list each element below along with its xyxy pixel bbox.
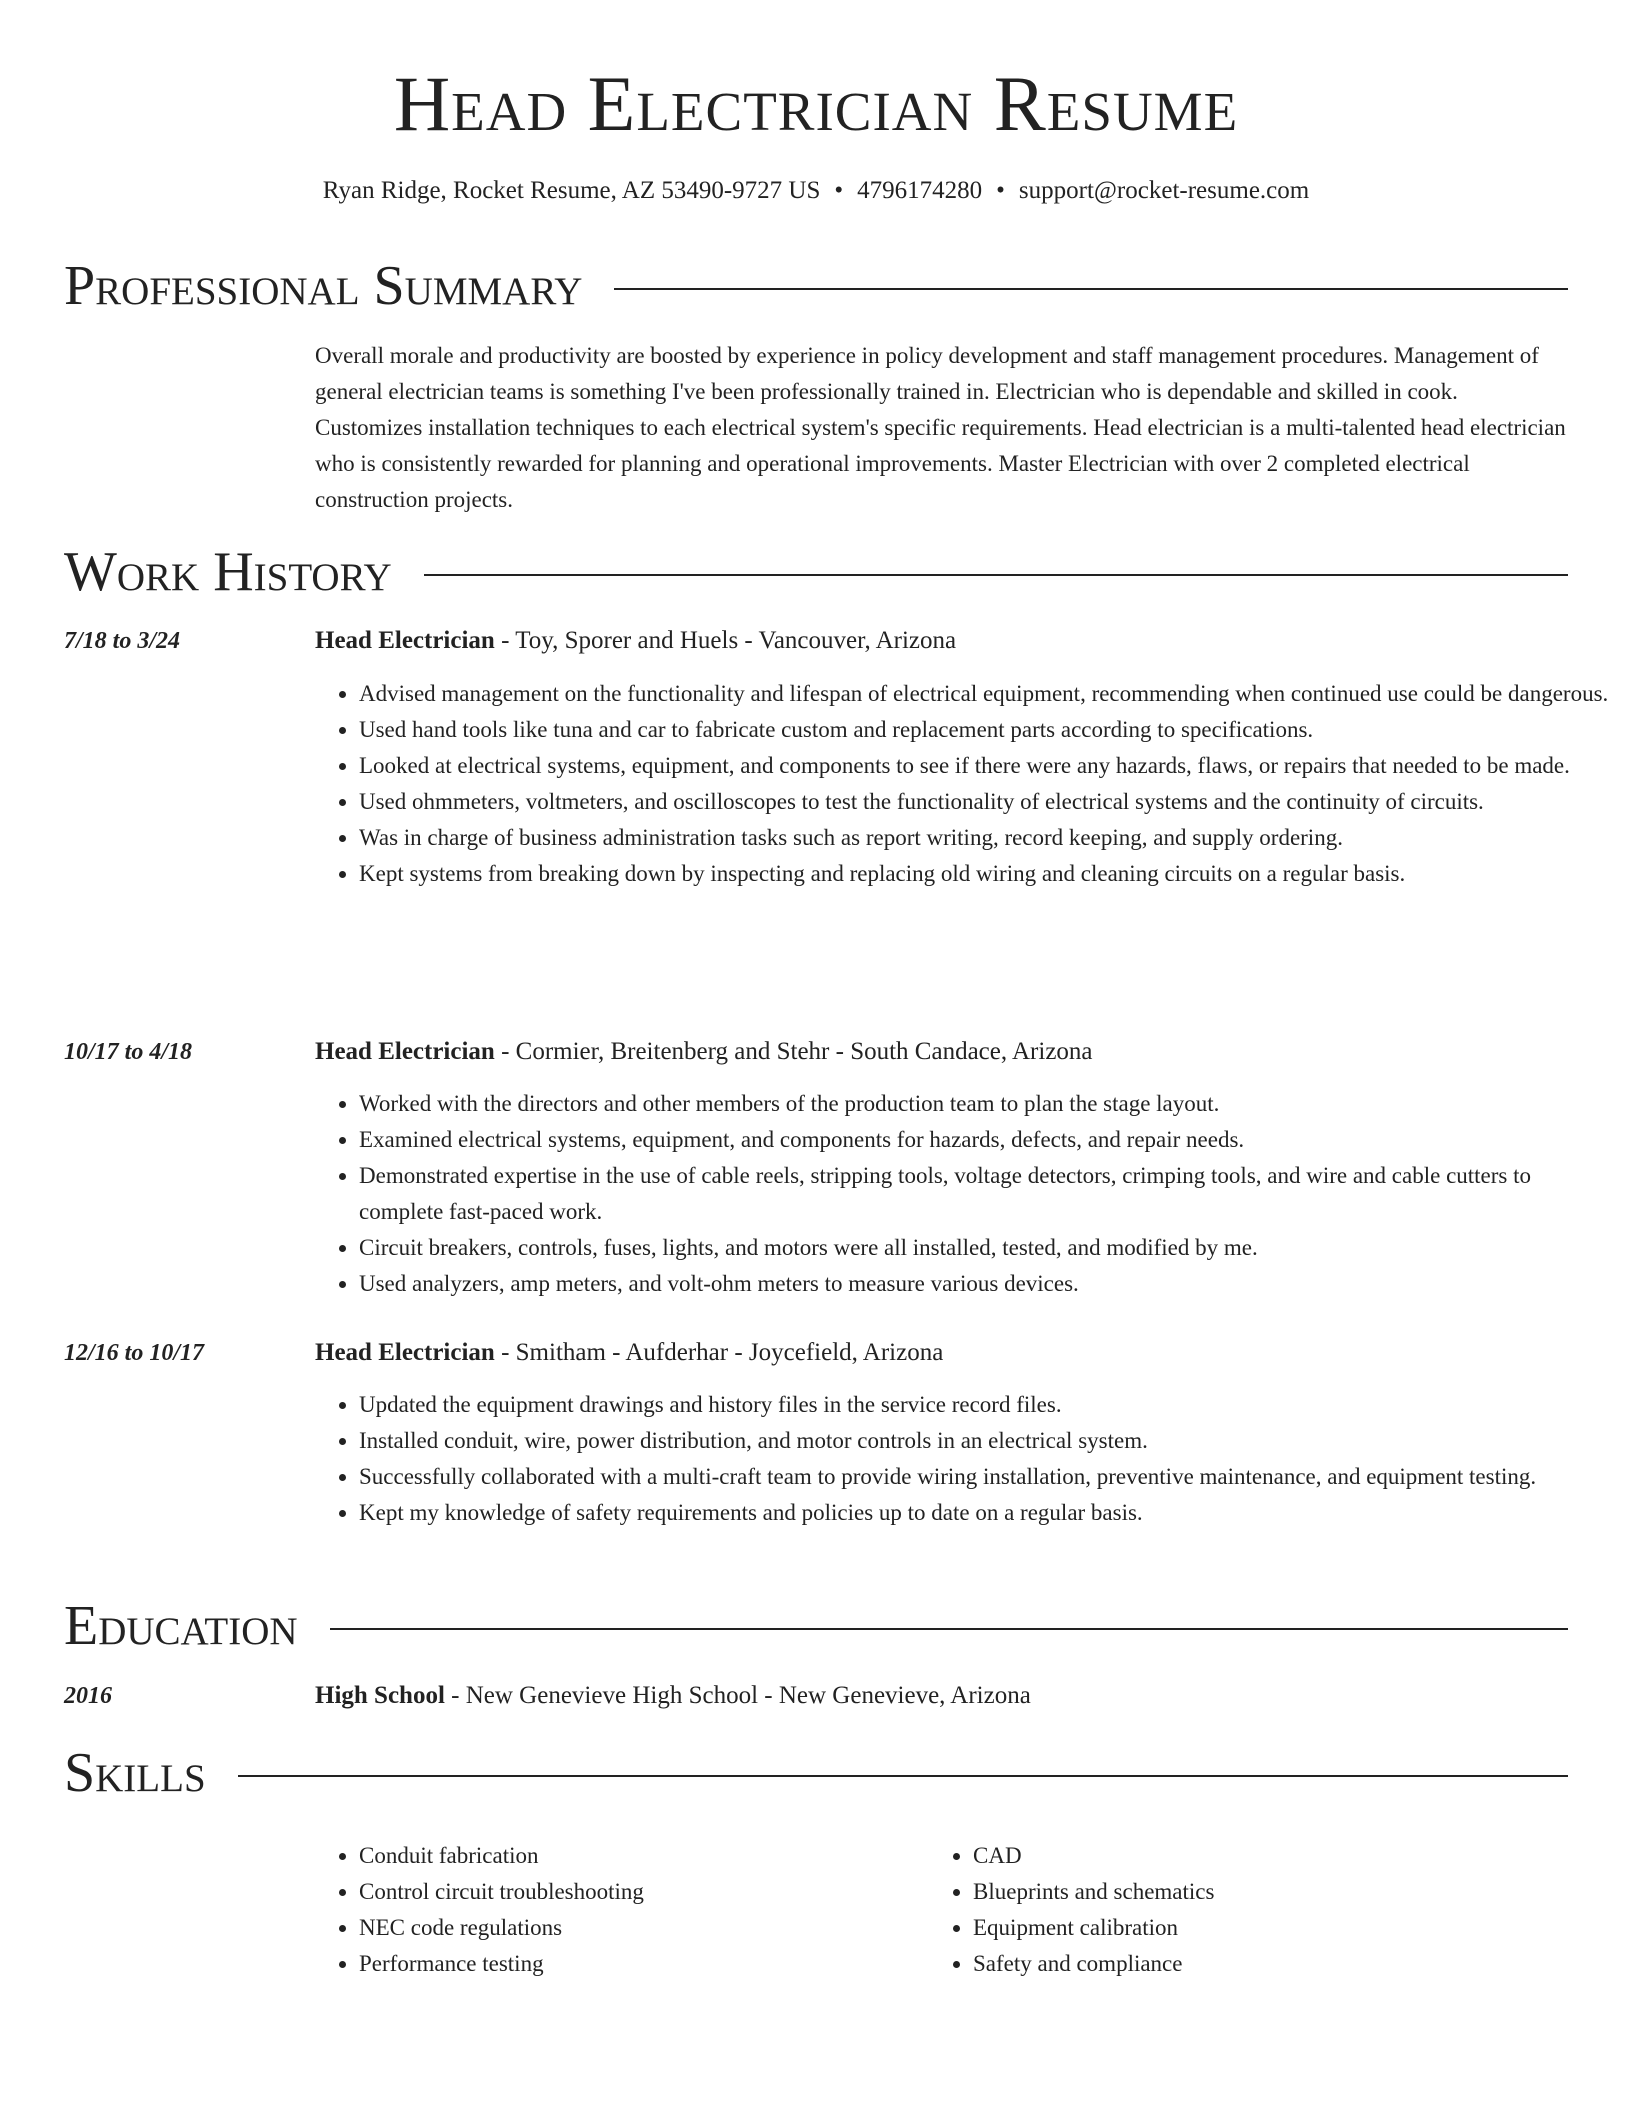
job-dates: 12/16 to 10/17: [64, 1340, 205, 1366]
section-title: Education: [64, 1595, 298, 1657]
skills-column-left: [315, 1838, 644, 1982]
education-details: - New Genevieve High School - New Genevieve, Arizona: [444, 1682, 1031, 1709]
job-dates: 10/17 to 4/18: [64, 1039, 193, 1065]
job-heading: [315, 623, 1570, 659]
job-bullets: [315, 1387, 1614, 1531]
list-item: • Examined electrical systems, equipment, and components for hazards, defects, and repair needs.: [359, 1122, 1614, 1158]
skill-item: • CAD: [973, 1838, 1214, 1874]
skill-item: • Conduit fabrication: [359, 1838, 644, 1874]
education-degree: High School: [315, 1682, 445, 1709]
skills-column-right: [929, 1838, 1214, 1982]
list-item: • Installed conduit, wire, power distribution, and motor controls in an electrical system.: [359, 1423, 1614, 1459]
resume-title: Head Electrician Resume: [393, 60, 1239, 147]
list-item: • Looked at electrical systems, equipment, and components to see if there were any hazards, flaws, or repairs that needed to be made.: [359, 748, 1614, 784]
job-title: Head Electrician: [315, 627, 495, 654]
job-dates: 7/18 to 3/24: [64, 628, 181, 654]
section-title: Work History: [64, 541, 392, 603]
section-divider: [424, 574, 1568, 576]
skill-item: • Control circuit troubleshooting: [359, 1874, 644, 1910]
section-divider: [238, 1775, 1568, 1777]
section-divider: [330, 1628, 1568, 1630]
list-item: • Used ohmmeters, voltmeters, and oscilloscopes to test the functionality of electrical systems and the continuity of circuits.: [359, 784, 1614, 820]
job-title: Head Electrician: [315, 1038, 495, 1065]
list-item: • Used analyzers, amp meters, and volt-ohm meters to measure various devices.: [359, 1266, 1614, 1302]
skill-item: • Equipment calibration: [973, 1910, 1214, 1946]
list-item: • Circuit breakers, controls, fuses, lights, and motors were all installed, tested, and modified by me.: [359, 1230, 1614, 1266]
job-bullets: [315, 676, 1614, 892]
contact-address: Ryan Ridge, Rocket Resume, AZ 53490-9727 US: [322, 177, 821, 204]
skill-item: • Safety and compliance: [973, 1946, 1214, 1982]
education-year: 2016: [64, 1683, 112, 1709]
skill-item: • Performance testing: [359, 1946, 644, 1982]
job-details: - Smitham - Aufderhar - Joycefield, Arizona: [494, 1339, 944, 1366]
job-bullets: [315, 1086, 1614, 1302]
contact-separator: •: [996, 177, 1005, 204]
list-item: • Demonstrated expertise in the use of cable reels, stripping tools, voltage detectors, crimping tools, and wire and cable cutters to complete fast-paced work.: [359, 1158, 1614, 1230]
section-title: Skills: [64, 1742, 206, 1804]
list-item: • Kept systems from breaking down by inspecting and replacing old wiring and cleaning circuits on a regular basis.: [359, 856, 1614, 892]
education-heading: [315, 1678, 1570, 1714]
section-heading-work-history: [64, 542, 1568, 602]
job-details: - Cormier, Breitenberg and Stehr - South Candace, Arizona: [494, 1038, 1093, 1065]
contact-line: [0, 174, 1632, 208]
summary-text: Overall morale and productivity are boosted by experience in policy development and staff management procedures. Management of general electrician teams is something I've been professionally trained in. Electrician who is dependable and skilled in cook. Customizes installation techniques to each electrical system's specific requirements. Head electrician is a multi-talented head electrician who is consistently rewarded for planning and operational improvements. Master Electrician with over 2 completed electrical construction projects.: [315, 343, 1566, 512]
job-title: Head Electrician: [315, 1339, 495, 1366]
list-item: • Worked with the directors and other members of the production team to plan the stage layout.: [359, 1086, 1614, 1122]
contact-separator: •: [834, 177, 844, 204]
list-item: • Successfully collaborated with a multi-craft team to provide wiring installation, preventive maintenance, and equipment testing.: [359, 1459, 1614, 1495]
section-divider: [614, 288, 1568, 290]
skill-item: • NEC code regulations: [359, 1910, 644, 1946]
job-heading: [315, 1335, 1570, 1371]
skill-item: • Blueprints and schematics: [973, 1874, 1214, 1910]
section-heading-skills: [64, 1743, 1568, 1803]
list-item: • Updated the equipment drawings and history files in the service record files.: [359, 1387, 1614, 1423]
list-item: • Was in charge of business administration tasks such as report writing, record keeping, and supply ordering.: [359, 820, 1614, 856]
job-heading: [315, 1034, 1570, 1070]
section-title: Professional Summary: [64, 255, 583, 317]
section-heading-education: [64, 1596, 1568, 1656]
job-details: - Toy, Sporer and Huels - Vancouver, Arizona: [494, 627, 957, 654]
list-item: • Used hand tools like tuna and car to fabricate custom and replacement parts according to specifications.: [359, 712, 1614, 748]
contact-phone: 4796174280: [857, 177, 983, 204]
list-item: • Advised management on the functionality and lifespan of electrical equipment, recommending when continued use could be dangerous.: [359, 676, 1614, 712]
list-item: • Kept my knowledge of safety requirements and policies up to date on a regular basis.: [359, 1495, 1614, 1531]
section-heading-summary: [64, 256, 1568, 316]
contact-email: support@rocket-resume.com: [1018, 177, 1310, 204]
